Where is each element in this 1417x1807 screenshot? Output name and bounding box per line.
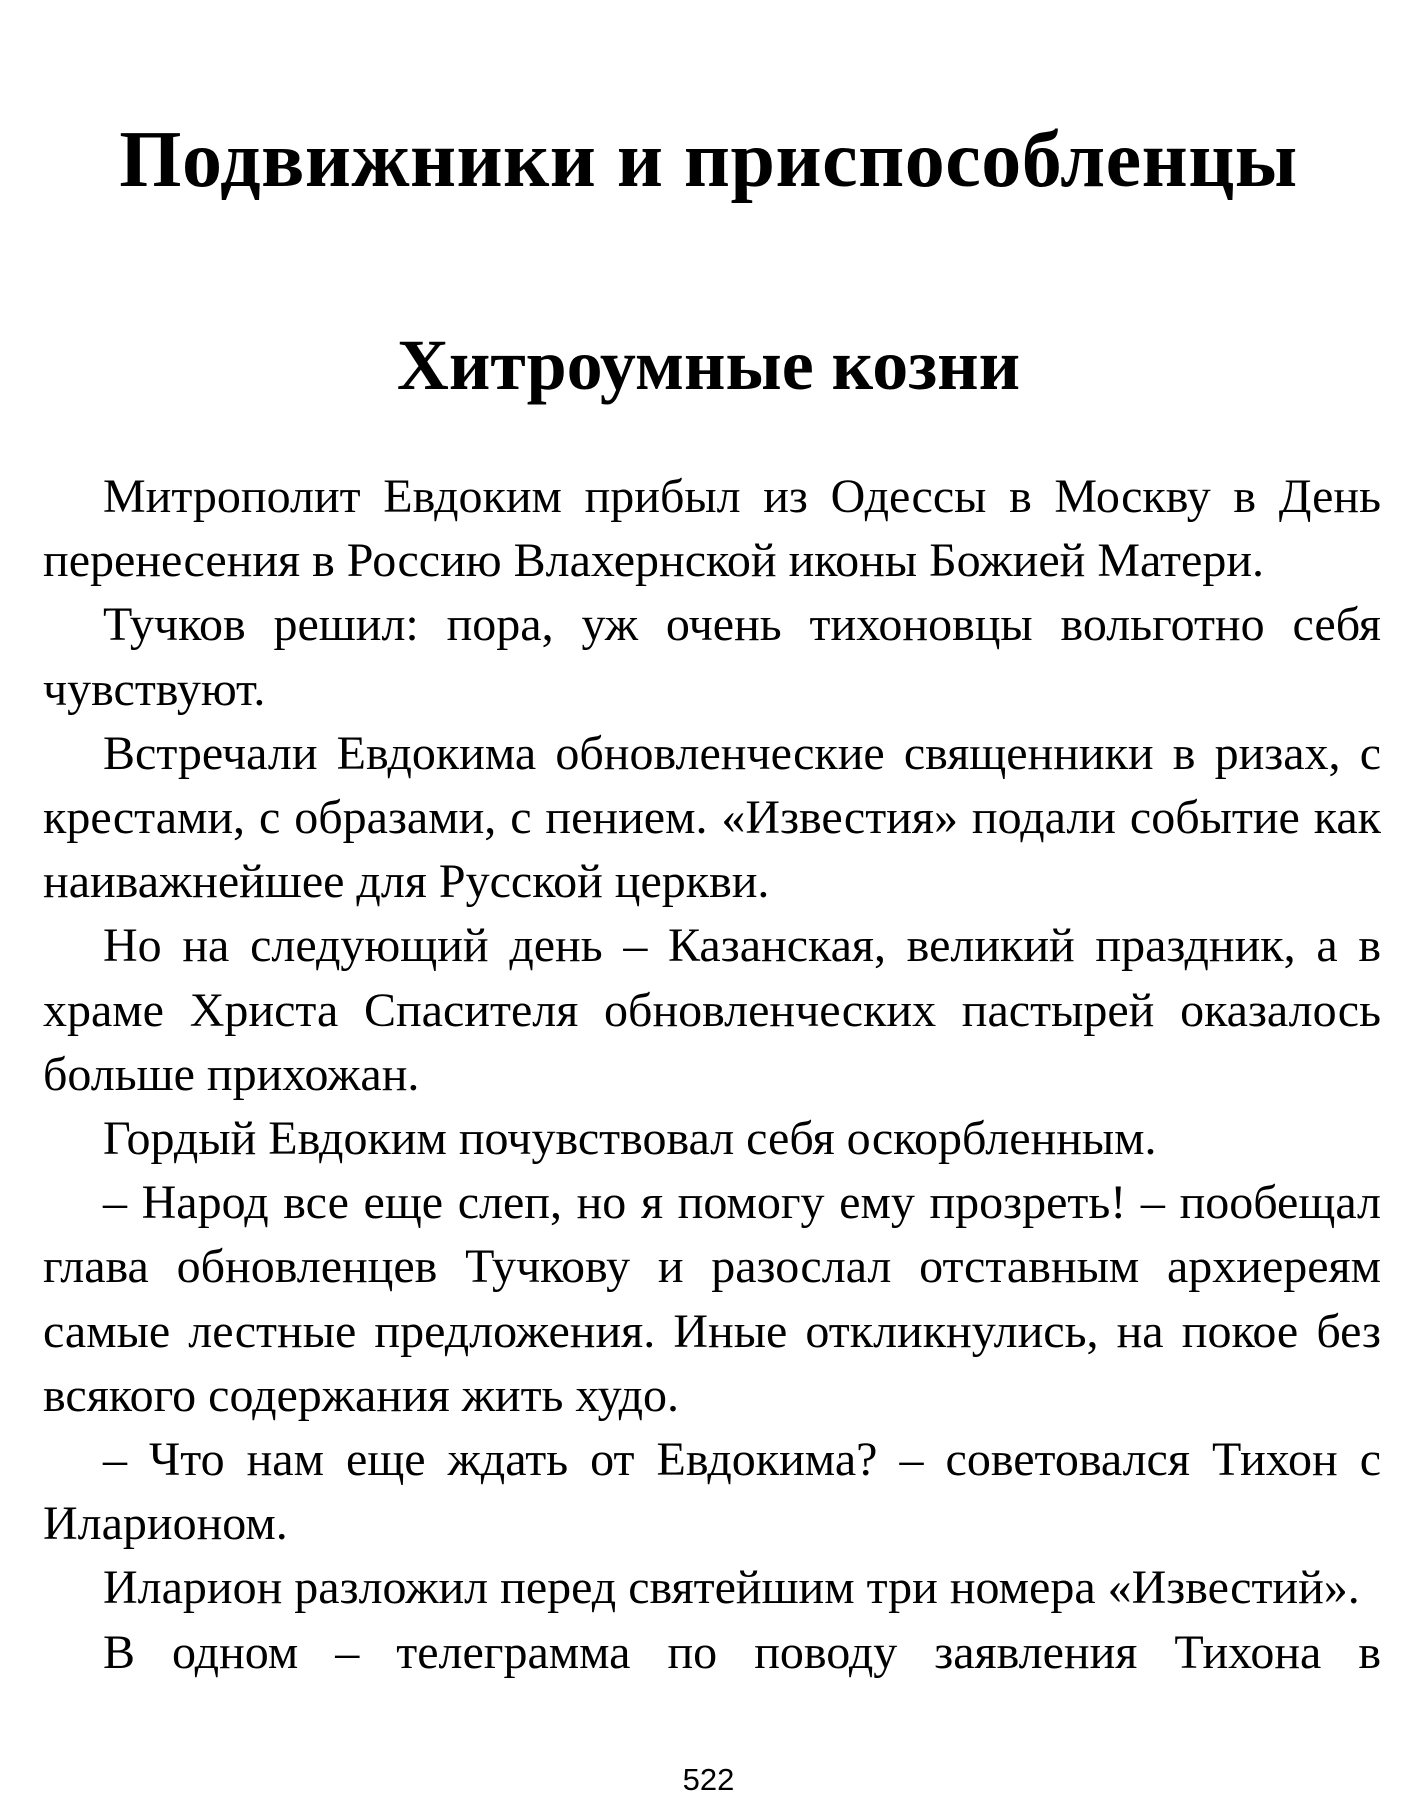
- paragraph: – Что нам еще ждать от Евдокима? – советовался Тихон с Иларионом.: [43, 1433, 1381, 1551]
- paragraph: Гордый Евдоким почувствовал себя оскорбленным.: [103, 1112, 1157, 1166]
- body-text: [43, 465, 1381, 1685]
- section-title: Хитроумные козни: [396, 325, 1021, 405]
- paragraph: Встречали Евдокима обновленческие священники в ризах, с крестами, с образами, с пением. «Известия» подали событие как наиважнейшее для Русской церкви.: [43, 726, 1381, 909]
- page-number: 522: [682, 1762, 735, 1797]
- paragraph: Тучков решил: пора, уж очень тихоновцы вольготно себя чувствуют.: [43, 598, 1381, 716]
- chapter-title: Подвижники и приспособленцы: [119, 116, 1298, 204]
- paragraph: Митрополит Евдоким прибыл из Одессы в Москву в День перенесения в Россию Влахернской иконы Божией Матери.: [43, 470, 1381, 588]
- paragraph: Но на следующий день – Казанская, великий праздник, а в храме Христа Спасителя обновленческих пастырей оказалось больше прихожан.: [43, 919, 1381, 1101]
- paragraph: В одном – телеграмма по поводу заявления Тихона в: [103, 1625, 1381, 1679]
- paragraph: Иларион разложил перед святейшим три номера «Известий».: [103, 1561, 1360, 1615]
- paragraph: – Народ все еще слеп, но я помогу ему прозреть! – пообещал глава обновленцев Тучкову и разослал отставным архиереям самые лестные предложения. Иные откликнулись, на покое без всякого содержания жить худо.: [43, 1176, 1381, 1422]
